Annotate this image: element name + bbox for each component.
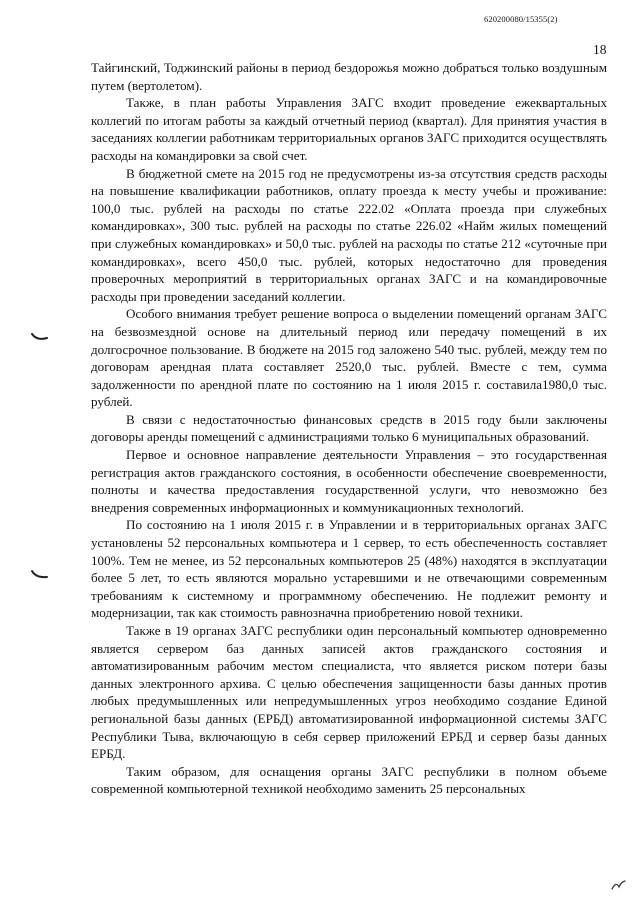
paragraph: Первое и основное направление деятельности Управления – это государственная регистрация актов гражданского состояния, в особенности обеспечение своевременности, полноты и качества предоставления государственной услуги, что невозможно без внедрения современных информационных и коммуникационных технологий. [91,447,607,515]
document-body [91,59,607,798]
paragraph: Особого внимания требует решение вопроса о выделении помещений органам ЗАГС на безвозмездной основе на длительный период или передачу помещений в их долгосрочное пользование. В бюджете на 2015 год заложено 540 тыс. рублей, между тем по договорам арендная плата составляет 2520,0 тыс. рублей. Вместе с тем, сумма задолженности по арендной плате по состоянию на 1 июля 2015 г. составила1980,0 тыс. рублей. [91,306,607,410]
paragraph: Также, в план работы Управления ЗАГС входит проведение ежеквартальных коллегий по итогам работы за каждый отчетный период (квартал). Для принятия участия в заседаниях коллегии работникам территориальных органов ЗАГС приходится осуществлять расходы на командировки за свой счет. [91,95,607,163]
page-number: 18 [593,42,607,57]
margin-check-mark [30,330,50,344]
paragraph: По состоянию на 1 июля 2015 г. в Управлении и в территориальных органах ЗАГС установлены 52 персональных компьютера и 1 сервер, то есть обеспеченность составляет 100%. Тем не менее, из 52 персональных компьютеров 25 (48%) находятся в эксплуатации более 5 лет, то есть являются морально устаревшими и не отвечающими современным требованиям к системному и программному обеспечению. Не подлежит ремонту и модернизации, так как стоимость равнозначна приобретению новой техники. [91,517,607,621]
margin-check-mark [30,568,50,582]
paragraph: В бюджетной смете на 2015 год не предусмотрены из-за отсутствия средств расходы на повышение квалификации работников, оплату проезда к месту учебы и проживание: 100,0 тыс. рублей на расходы по статье 222.02 «Оплата проезда при служебных командировках», 300 тыс. рублей на расходы по статье 226.02 «Найм жилых помещений при служебных командировках» и 50,0 тыс. рублей на расходы по статье 212 «суточные при командировках», всего 450,0 тыс. рублей, которых недостаточно для проведения проверочных мероприятий в территориальных органах ЗАГС и на командировочные расходы при проведении заседаний коллегии. [91,165,607,304]
paragraph: Также в 19 органах ЗАГС республики один персональный компьютер одновременно является сервером баз данных записей актов гражданского состояния и автоматизированным рабочим местом специалиста, что является риском потери базы данных электронного архива. С целью обеспечения защищенности базы данных против любых предумышленных или непредумышленных угроз необходимо создание Единой региональной базы данных (ЕРБД) автоматизированной информационной системы ЗАГС Республики Тыва, включающую в себя сервер приложений ЕРБД и сервер базы данных ЕРБД. [91,623,607,762]
paragraph: Таким образом, для оснащения органы ЗАГС республики в полном объеме современной компьютерной техникой необходимо заменить 25 персональных [91,763,607,797]
document-id: 620200080/15355(2) [484,14,558,24]
handwritten-mark [610,878,628,892]
paragraph-continuation: Тайгинский, Тоджинский районы в период бездорожья можно добраться только воздушным путем (вертолетом). [91,60,607,93]
paragraph: В связи с недостаточностью финансовых средств в 2015 году были заключены договоры аренды помещений с администрациями только 6 муниципальных образований. [91,411,607,445]
